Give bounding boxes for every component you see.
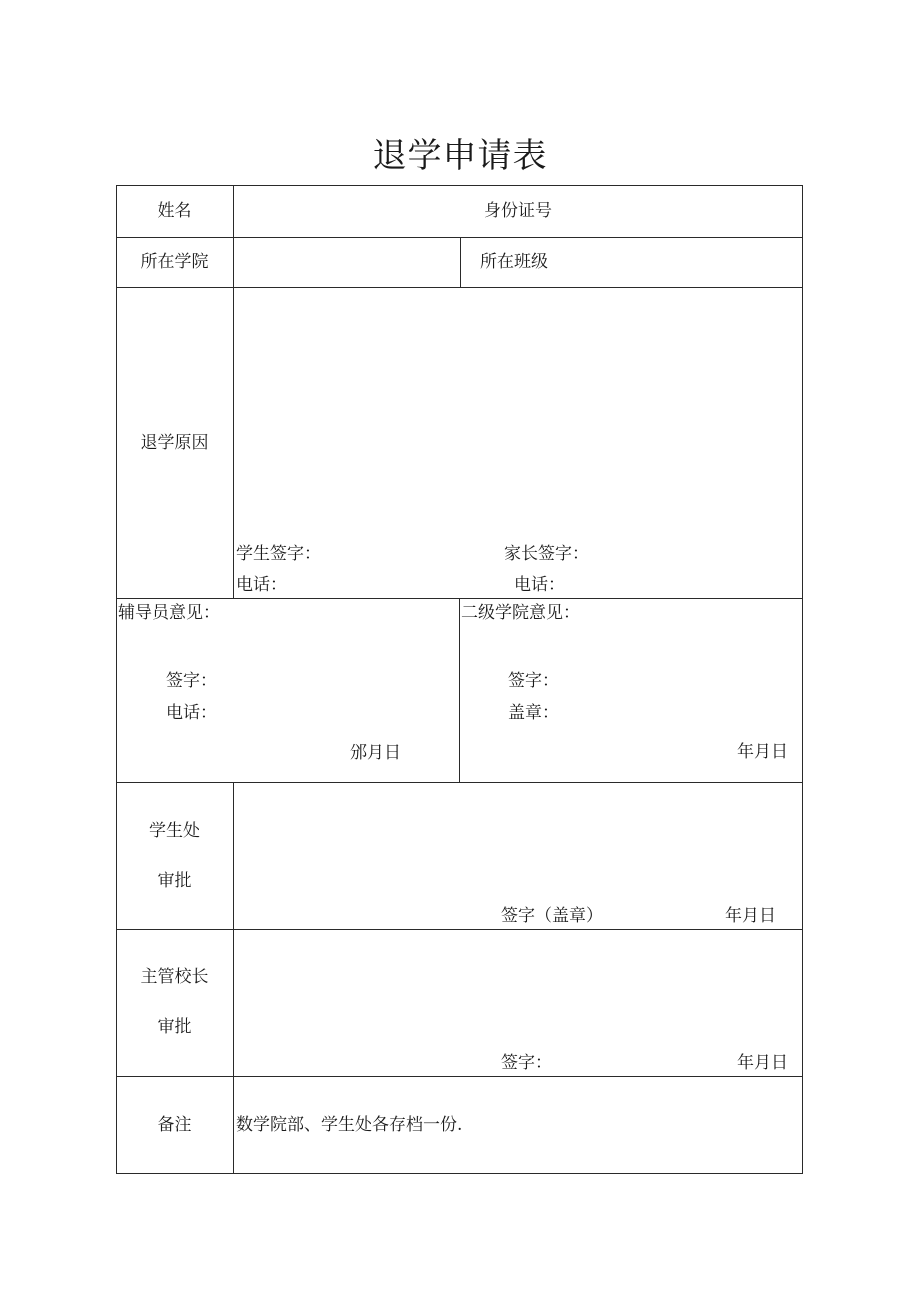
college-signature-label: 签字： [508, 671, 559, 691]
college-label: 所在学院 [140, 252, 209, 272]
college-date-label: 年月日 [737, 742, 788, 762]
counselor-date-label: 邠月日 [350, 743, 401, 763]
college-seal-label: 盖章： [508, 703, 559, 723]
counselor-opinion-heading: 辅导员意见： [118, 603, 220, 623]
counselor-signature-label: 签字： [166, 671, 217, 691]
student-affairs-label-line1: 学生处 [149, 821, 200, 841]
principal-signature-label: 签字： [501, 1053, 552, 1073]
principal-date-label: 年月日 [737, 1053, 788, 1073]
parent-phone-label: 电话： [514, 575, 565, 595]
student-phone-label: 电话： [236, 575, 287, 595]
student-affairs-signature-label: 签字（盖章） [501, 906, 603, 926]
principal-label-line2: 审批 [157, 1017, 192, 1037]
withdrawal-reason-label: 退学原因 [140, 433, 209, 453]
parent-signature-label: 家长签字： [504, 544, 589, 564]
class-label: 所在班级 [480, 252, 548, 272]
student-signature-label: 学生签字： [236, 544, 321, 564]
student-affairs-label-line2: 审批 [157, 871, 192, 891]
counselor-phone-label: 电话： [166, 703, 217, 723]
remarks-label: 备注 [157, 1115, 192, 1135]
name-label: 姓名 [157, 201, 192, 221]
id-number-label: 身份证号 [484, 201, 552, 221]
principal-label-line1: 主管校长 [140, 967, 209, 987]
remarks-text: 数学院部、学生处各存档一份. [236, 1115, 463, 1135]
form-title: 退学申请表 [372, 136, 548, 176]
college-opinion-heading: 二级学院意见： [461, 603, 580, 623]
student-affairs-date-label: 年月日 [725, 906, 776, 926]
